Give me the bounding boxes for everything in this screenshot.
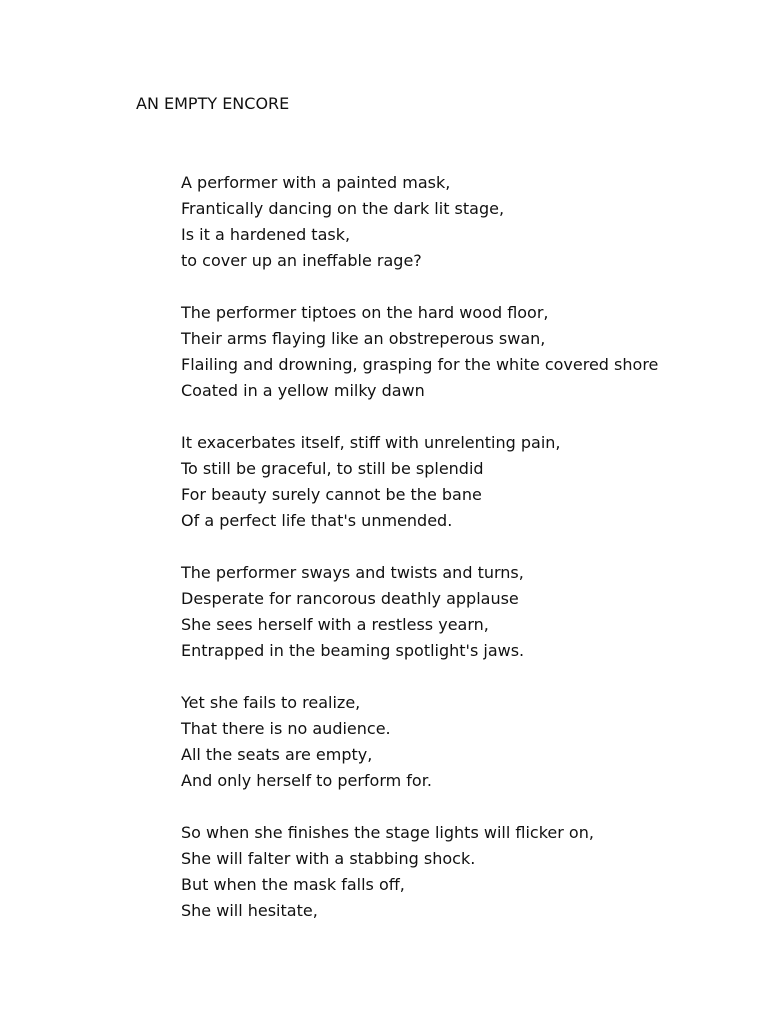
poem-line: So when she finishes the stage lights will flicker on, [181, 823, 594, 842]
poem-line: She will hesitate, [181, 901, 318, 920]
poem-line: Frantically dancing on the dark lit stage, [181, 199, 505, 218]
poem-line: Yet she fails to realize, [181, 693, 361, 712]
poem-line: For beauty surely cannot be the bane [181, 485, 482, 504]
stanza [181, 820, 741, 924]
poem-line: Of a perfect life that's unmended. [181, 511, 453, 530]
poem-line: to cover up an ineffable rage? [181, 251, 422, 270]
poem-line: To still be graceful, to still be splendid [181, 459, 484, 478]
poem-title: AN EMPTY ENCORE [136, 94, 290, 113]
poem-line: But when the mask falls off, [181, 875, 405, 894]
stanza [181, 300, 741, 404]
stanza [181, 430, 741, 534]
poem-line: The performer sways and twists and turns, [181, 563, 524, 582]
poem-line: She will falter with a stabbing shock. [181, 849, 476, 868]
poem-line: The performer tiptoes on the hard wood floor, [181, 303, 549, 322]
poem-line: Is it a hardened task, [181, 225, 351, 244]
poem-line: And only herself to perform for. [181, 771, 432, 790]
poem-line: Their arms flaying like an obstreperous swan, [181, 329, 546, 348]
poem-line: Coated in a yellow milky dawn [181, 381, 425, 400]
stanza [181, 690, 741, 794]
poem-body [181, 170, 741, 950]
poem-line: A performer with a painted mask, [181, 173, 451, 192]
poem-line: That there is no audience. [181, 719, 391, 738]
poem-line: Entrapped in the beaming spotlight's jaws. [181, 641, 525, 660]
poem-line: Flailing and drowning, grasping for the white covered shore [181, 355, 659, 374]
poem-line: All the seats are empty, [181, 745, 373, 764]
poem-line: Desperate for rancorous deathly applause [181, 589, 519, 608]
poem-line: It exacerbates itself, stiff with unrelenting pain, [181, 433, 561, 452]
stanza [181, 170, 741, 274]
poem-line: She sees herself with a restless yearn, [181, 615, 489, 634]
stanza [181, 560, 741, 664]
